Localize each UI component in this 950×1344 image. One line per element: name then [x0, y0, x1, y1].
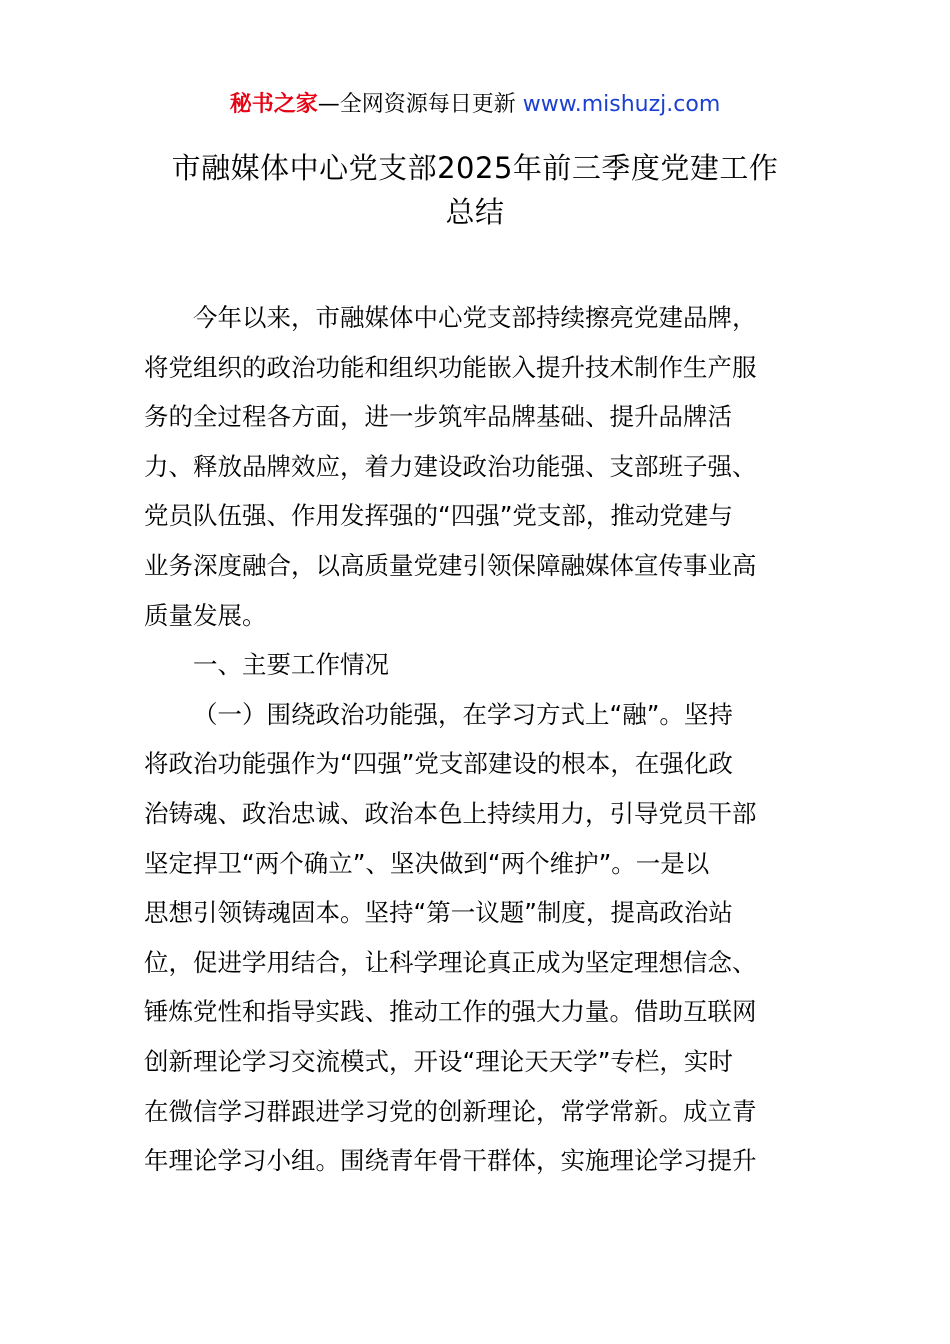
paragraph-line: 今年以来，市融媒体中心党支部持续擦亮党建品牌， [193, 303, 757, 332]
site-url-link[interactable]: www.mishuzj.com [522, 92, 721, 117]
document-body [144, 293, 808, 1186]
paragraph-line: 位，促进学用结合，让科学理论真正成为坚定理想信念、 [144, 947, 757, 977]
paragraph-line: 力、释放品牌效应，着力建设政治功能强、支部班子强、 [144, 451, 757, 481]
brand-name: 秘书之家 [229, 92, 318, 117]
header-tagline: —全网资源每日更新 [317, 92, 523, 117]
paragraph-line: 治铸魂、政治忠诚、政治本色上持续用力，引导党员干部 [144, 798, 757, 828]
paragraph-line: 业务深度融合，以高质量党建引领保障融媒体宣传事业高 [144, 550, 757, 580]
paragraph-line: 务的全过程各方面，进一步筑牢品牌基础、提升品牌活 [144, 402, 732, 432]
paragraph-line: （一）围绕政治功能强，在学习方式上“融”。坚持 [193, 699, 733, 729]
paragraph-line: 坚定捍卫“两个确立”、坚决做到“两个维护”。一是以 [144, 848, 710, 878]
section-heading: 一、主要工作情况 [193, 650, 389, 680]
paragraph-line: 在微信学习群跟进学习党的创新理论，常学常新。成立青 [144, 1096, 757, 1126]
paragraph-line: 将党组织的政治功能和组织功能嵌入提升技术制作生产服 [144, 352, 757, 382]
document-title [80, 146, 870, 234]
paragraph-line: 党员队伍强、作用发挥强的“四强”党支部，推动党建与 [144, 501, 733, 531]
paragraph-line: 锤炼党性和指导实践、推动工作的强大力量。借助互联网 [144, 997, 757, 1027]
title-line-1: 市融媒体中心党支部2025年前三季度党建工作 [171, 151, 779, 185]
title-line-2: 总结 [445, 195, 505, 229]
paragraph-line: 质量发展。 [144, 600, 267, 630]
site-header [0, 88, 950, 122]
paragraph-line: 年理论学习小组。围绕青年骨干群体，实施理论学习提升 [144, 1146, 757, 1176]
paragraph-line: 思想引领铸魂固本。坚持“第一议题”制度，提高政治站 [144, 898, 733, 928]
paragraph-line: 将政治功能强作为“四强”党支部建设的根本，在强化政 [144, 749, 733, 779]
paragraph-line: 创新理论学习交流模式，开设“理论天天学”专栏，实时 [144, 1046, 733, 1076]
